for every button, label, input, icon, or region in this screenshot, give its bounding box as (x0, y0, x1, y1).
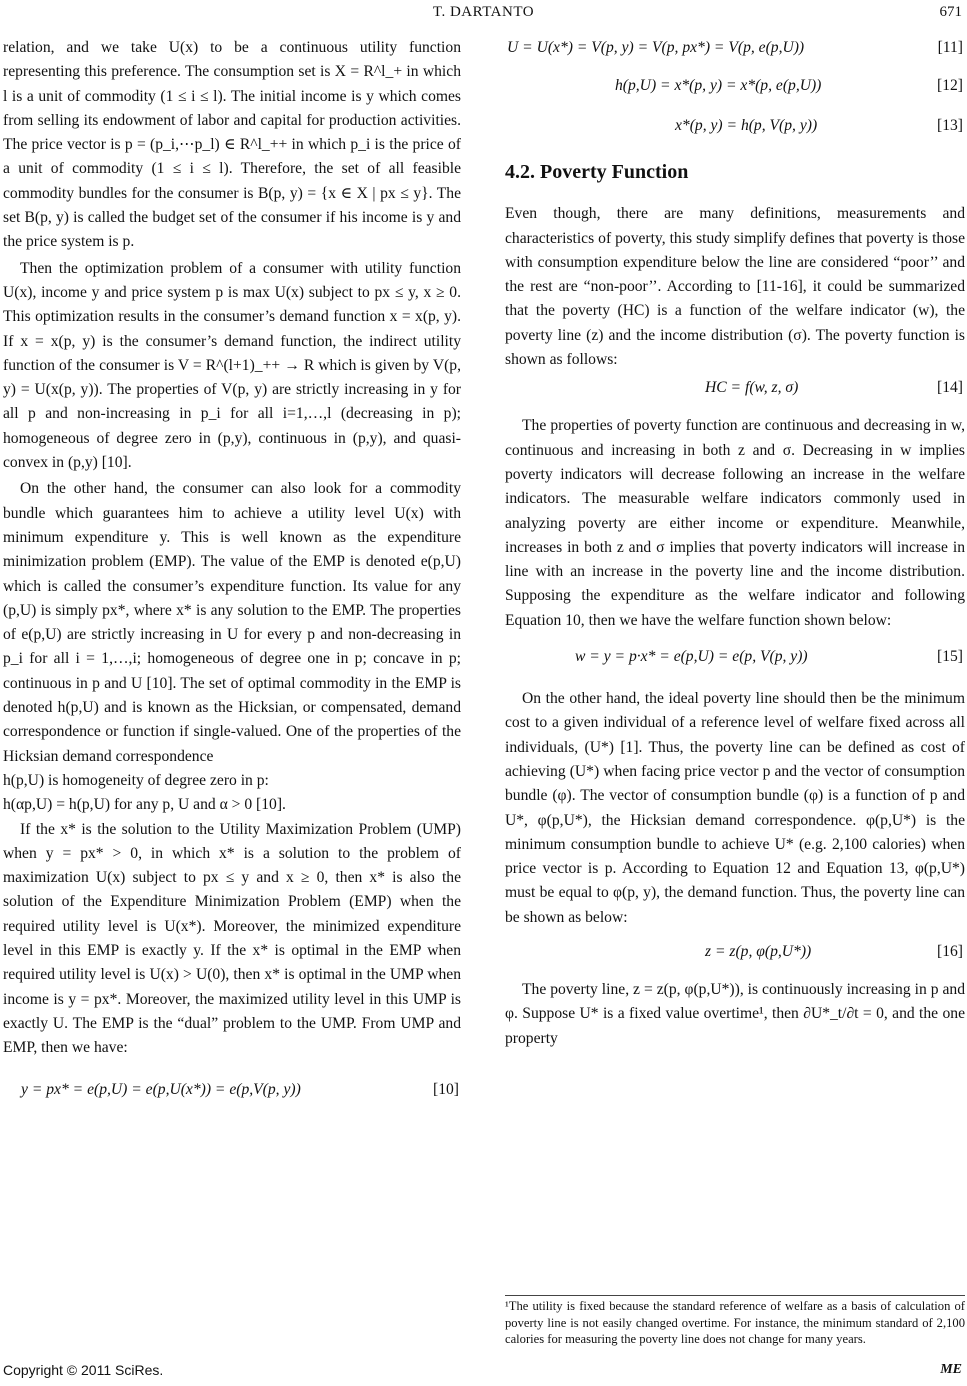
equation-15-number: [15] (937, 648, 963, 666)
right-paragraph-2: The properties of poverty function are continuous and decreasing in w, continuous and increasing in both z and σ. Decreasing in w implies poverty indicators will decrease following an increase in the welfare indicators. The measurable welfare indicators commonly used in analyzing poverty are either income or expenditure. Meanwhile, increases in both z and σ implies that poverty indicators will increase in line with an increase in the poverty line and the income distribution. Supposing the expenditure as the welfare indicator and following Equation 10, then we have the welfare function shown below: (505, 417, 965, 629)
equation-15-text: w = y = p·x* = e(p,U) = e(p, V(p, y)) (575, 648, 808, 666)
footnote-divider (505, 1295, 965, 1296)
equation-10 (3, 1078, 461, 1110)
equation-12-number: [12] (937, 77, 963, 94)
left-paragraph-2: Then the optimization problem of a consumer with utility function U(x), income y and price system p is max U(x) subject to px ≤ y, x ≥ 0. This optimization results in the consumer’s demand function x = x(p, y). If x = x(p, y) is the consumer’s demand function, the indirect utility function of the consumer is V = R^(l+1)_++ → R which is given by V(p, y) = U(x(p, y)). The properties of V(p, y) are strictly increasing in y for all p and non-increasing in p_i for all i=1,…,l (decreasing in p); homogeneous of degree zero in (p,y), continuous in (p,y), and quasi-convex in (p,y) [10]. (3, 259, 461, 472)
equation-11-text: U = U(x*) = V(p, y) = V(p, px*) = V(p, e(p,U)) (507, 39, 805, 56)
equation-16-text: z = z(p, φ(p,U*)) (705, 943, 812, 961)
left-paragraph-1: relation, and we take U(x) to be a continuous utility function representing this preference. The consumption set is X = R^l_+ in which l is a unit of commodity (1 ≤ i ≤ l). The initial income is y which comes from selling its endowment of labor and capital for production activities. The price vector is p = (p_i,⋯p_l) ∈ R^l_++ in which p_i is the price of a unit of commodity (1 ≤ i ≤ l). Therefore, the set of all feasible commodity bundles for the consumer is B(p, y) = {x ∈ X | px ≤ y}. The set B(p, y) is called the budget set of the consumer if his income is y and the price system is p. (3, 39, 461, 251)
equation-12-text: h(p,U) = x*(p, y) = x*(p, e(p,U)) (615, 77, 822, 94)
equation-12 (505, 74, 965, 106)
right-paragraph-3: On the other hand, the ideal poverty line should then be the minimum cost to a given individual of a reference level of welfare fixed across all individuals, (U*) [1]. Thus, the poverty line can be defined as cost of achieving (U*) when facing price vector p and the vector of consumption bundle (φ). The vector of consumption bundle (φ) is a function of p and U*, φ(p,U*), the Hicksian demand correspondence. φ(p,U*) is the minimum consumption bundle to achieve U* (e.g. 2,100 calories) when price vector is p. According to Equation 12 and Equation 13, φ(p,U*) must be equal to φ(p, y), the demand function. Thus, the poverty line can be shown as below: (505, 690, 965, 926)
equation-15 (505, 645, 965, 677)
equation-14-text: HC = f(w, z, σ) (705, 379, 799, 397)
equation-14-number: [14] (937, 379, 963, 397)
journal-abbreviation: ME (940, 1362, 962, 1377)
right-column (505, 36, 965, 1051)
equation-16-number: [16] (937, 943, 963, 961)
equation-13-text: x*(p, y) = h(p, V(p, y)) (675, 117, 818, 134)
equation-11-number: [11] (937, 39, 963, 56)
left-paragraph-4: If the x* is the solution to the Utility Maximization Problem (UMP) when y = px* > 0, in which x* is a solution to the problem of maximization U(x) subject to px ≤ y and x ≥ 0, then x* is also the solution of the Expenditure Minimization Problem (EMP) when the required utility level is U(x*). Moreover, the minimized expenditure level in this EMP is exactly y. If the x* is optimal in the EMP when required utility level is U(x) > U(0), then x* is optimal in the UMP when income is y = px*. Moreover, the maximized utility level in this UMP is exactly U. The EMP is the “dual” problem to the UMP. From UMP and EMP, then we have: (3, 820, 461, 1057)
left-paragraph-3c: h(αp,U) = h(p,U) for any p, U and α > 0 [10]. (3, 796, 286, 814)
running-header (0, 4, 967, 24)
copyright-notice: Copyright © 2011 SciRes. (3, 1362, 164, 1378)
section-title: 4.2. Poverty Function (505, 161, 689, 183)
left-paragraph-3b: h(p,U) is homogeneity of degree zero in p: (3, 771, 269, 789)
equation-14 (505, 376, 965, 408)
equation-10-number: [10] (433, 1081, 459, 1099)
equation-13-number: [13] (937, 117, 963, 134)
left-column (3, 36, 461, 1110)
equation-13 (505, 114, 965, 146)
right-paragraph-4: The poverty line, z = z(p, φ(p,U*)), is continuously increasing in p and φ. Suppose U* is a fixed value overtime¹, then ∂U*_t/∂t = 0, and the one property (505, 981, 965, 1047)
equation-16 (505, 940, 965, 972)
equation-10-text: y = px* = e(p,U) = e(p,U(x*)) = e(p,V(p, y)) (21, 1081, 301, 1099)
page-number: 671 (939, 4, 962, 20)
page-footer (0, 1362, 967, 1382)
left-paragraph-3: On the other hand, the consumer can also look for a commodity bundle which guarantees him to achieve a utility level U(x) with minimum expenditure y. This is well known as the expenditure minimization problem (EMP). The value of the EMP is denoted e(p,U) which is called the consumer’s expenditure function. Its value for any (p,U) is simply px*, where x* is any solution to the EMP. The properties of e(p,U) are strictly increasing in U for every p and non-decreasing in p_i for all i = 1,…,i; homogeneous of degree one in p; concave in p; continuous in p and U [10]. The set of optimal commodity in the EMP is denoted h(p,U) and is known as the Hicksian, or compensated, demand correspondence or function if single-valued. One of the properties of the Hicksian demand correspondence (3, 480, 461, 765)
equation-11 (505, 36, 965, 68)
footnote: ¹The utility is fixed because the standard reference of welfare as a basis of calculation of poverty line is not easily changed overtime. For instance, the minimum standard of 2,100 calories for measuring the poverty line does not change for many years. (505, 1299, 965, 1346)
right-paragraph-1: Even though, there are many definitions, measurements and characteristics of poverty, this study simplify defines that poverty is those with consumption expenditure below the line are considered “poor’’ and the rest are “non-poor’’. According to [11-16], it could be summarized that the poverty (HC) is a function of the welfare indicator (w), the poverty line (z) and the income distribution (σ). The poverty function is shown as follows: (505, 205, 965, 369)
running-header-author: T. DARTANTO (432, 4, 535, 20)
